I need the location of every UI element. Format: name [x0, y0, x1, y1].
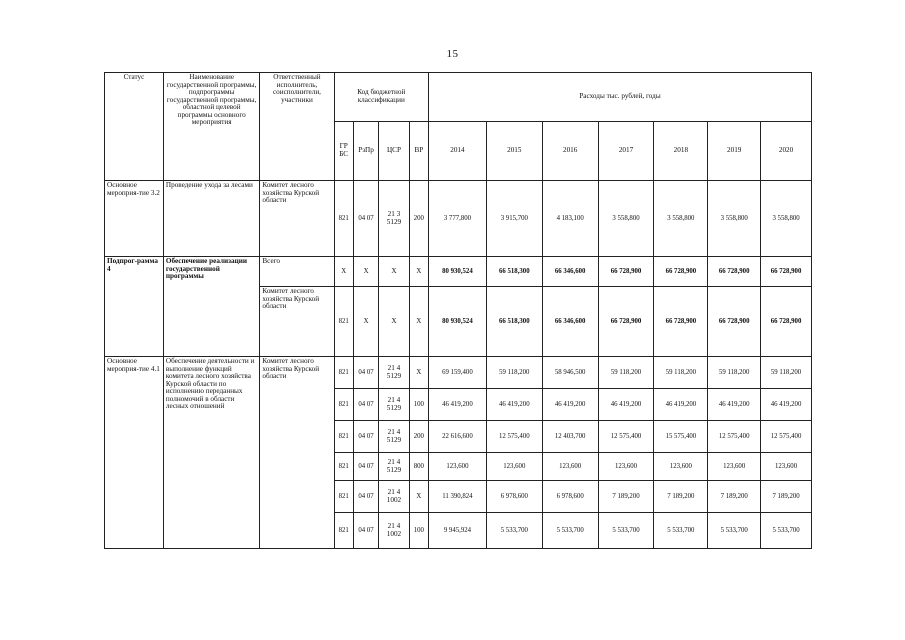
value-2017: 66 728,900 — [598, 257, 654, 287]
value-2020: 59 118,200 — [761, 357, 812, 389]
value-2016: 58 946,500 — [542, 357, 598, 389]
value-2016: 66 346,600 — [542, 257, 598, 287]
value-2017: 3 558,800 — [598, 181, 654, 257]
csr-cell: X — [379, 287, 409, 357]
value-2019: 66 728,900 — [708, 287, 761, 357]
grbs-cell: 821 — [334, 181, 353, 257]
value-2015: 66 518,300 — [486, 287, 542, 357]
value-2017: 12 575,400 — [598, 421, 654, 453]
vr-cell: X — [409, 357, 428, 389]
value-2014: 22 616,600 — [428, 421, 486, 453]
value-2016: 5 533,700 — [542, 513, 598, 549]
executor-cell: Комитет лесного хозяйства Курской области — [260, 357, 334, 549]
budget-table — [104, 72, 812, 549]
value-2014: 11 390,824 — [428, 481, 486, 513]
rzpr-cell: 04 07 — [353, 513, 378, 549]
grbs-cell: 821 — [334, 453, 353, 481]
grbs-cell: 821 — [334, 357, 353, 389]
value-2016: 123,600 — [542, 453, 598, 481]
header-executor: Ответственный исполнитель, соисполнители, участники — [260, 73, 334, 181]
grbs-cell: X — [334, 257, 353, 287]
value-2017: 59 118,200 — [598, 357, 654, 389]
header-year-2014: 2014 — [428, 122, 486, 181]
table-row — [105, 181, 812, 257]
value-2014: 80 930,524 — [428, 257, 486, 287]
executor-cell: Всего — [260, 257, 334, 287]
csr-cell: 21 3 5129 — [379, 181, 409, 257]
value-2018: 46 419,200 — [654, 389, 708, 421]
status-cell: Основное мероприя-тие 3.2 — [105, 181, 164, 257]
header-year-2020: 2020 — [761, 122, 812, 181]
value-2017: 5 533,700 — [598, 513, 654, 549]
value-2019: 7 189,200 — [708, 481, 761, 513]
grbs-cell: 821 — [334, 421, 353, 453]
rzpr-cell: 04 07 — [353, 421, 378, 453]
vr-cell: 800 — [409, 453, 428, 481]
vr-cell: 100 — [409, 513, 428, 549]
csr-cell: 21 4 5129 — [379, 389, 409, 421]
vr-cell: X — [409, 481, 428, 513]
rzpr-cell: 04 07 — [353, 453, 378, 481]
header-name: Наименование государственной программы, подпрограммы государственной программы, областной целевой программы основного мероприятия — [163, 73, 259, 181]
vr-cell: 200 — [409, 181, 428, 257]
value-2017: 66 728,900 — [598, 287, 654, 357]
value-2014: 69 159,400 — [428, 357, 486, 389]
value-2015: 123,600 — [486, 453, 542, 481]
value-2020: 123,600 — [761, 453, 812, 481]
value-2019: 66 728,900 — [708, 257, 761, 287]
csr-cell: 21 4 5129 — [379, 421, 409, 453]
header-grbs: ГР БС — [334, 122, 353, 181]
rzpr-cell: X — [353, 287, 378, 357]
value-2020: 66 728,900 — [761, 257, 812, 287]
grbs-cell: 821 — [334, 389, 353, 421]
vr-cell: 100 — [409, 389, 428, 421]
value-2017: 123,600 — [598, 453, 654, 481]
value-2016: 6 978,600 — [542, 481, 598, 513]
executor-cell: Комитет лесного хозяйства Курской области — [260, 181, 334, 257]
value-2014: 3 777,800 — [428, 181, 486, 257]
name-cell: Проведение ухода за лесами — [163, 181, 259, 257]
name-cell: Обеспечение деятельности и выполнение функций комитета лесного хозяйства Курской области по исполнению переданных полномочий в области лесных отношений — [163, 357, 259, 549]
value-2018: 5 533,700 — [654, 513, 708, 549]
header-expenses: Расходы тыс. рублей, годы — [428, 73, 811, 122]
table-row — [105, 257, 812, 287]
value-2019: 59 118,200 — [708, 357, 761, 389]
value-2020: 66 728,900 — [761, 287, 812, 357]
executor-cell: Комитет лесного хозяйства Курской области — [260, 287, 334, 357]
value-2015: 5 533,700 — [486, 513, 542, 549]
value-2017: 7 189,200 — [598, 481, 654, 513]
rzpr-cell: 04 07 — [353, 181, 378, 257]
rzpr-cell: 04 07 — [353, 389, 378, 421]
vr-cell: 200 — [409, 421, 428, 453]
status-cell: Подпрог-рамма 4 — [105, 257, 164, 357]
csr-cell: X — [379, 257, 409, 287]
csr-cell: 21 4 5129 — [379, 453, 409, 481]
value-2016: 4 183,100 — [542, 181, 598, 257]
value-2015: 59 118,200 — [486, 357, 542, 389]
value-2015: 6 978,600 — [486, 481, 542, 513]
value-2018: 59 118,200 — [654, 357, 708, 389]
csr-cell: 21 4 5129 — [379, 357, 409, 389]
header-year-2016: 2016 — [542, 122, 598, 181]
rzpr-cell: 04 07 — [353, 481, 378, 513]
value-2020: 5 533,700 — [761, 513, 812, 549]
value-2020: 46 419,200 — [761, 389, 812, 421]
header-vr: ВР — [409, 122, 428, 181]
rzpr-cell: 04 07 — [353, 357, 378, 389]
value-2018: 15 575,400 — [654, 421, 708, 453]
csr-cell: 21 4 1002 — [379, 481, 409, 513]
grbs-cell: 821 — [334, 287, 353, 357]
value-2018: 66 728,900 — [654, 287, 708, 357]
header-status: Статус — [105, 73, 164, 181]
value-2020: 12 575,400 — [761, 421, 812, 453]
vr-cell: X — [409, 287, 428, 357]
header-year-2017: 2017 — [598, 122, 654, 181]
value-2020: 3 558,800 — [761, 181, 812, 257]
value-2015: 3 915,700 — [486, 181, 542, 257]
value-2014: 80 930,524 — [428, 287, 486, 357]
value-2019: 5 533,700 — [708, 513, 761, 549]
value-2018: 7 189,200 — [654, 481, 708, 513]
page-number: 15 — [446, 48, 459, 60]
header-year-2015: 2015 — [486, 122, 542, 181]
value-2020: 7 189,200 — [761, 481, 812, 513]
header-year-2019: 2019 — [708, 122, 761, 181]
vr-cell: X — [409, 257, 428, 287]
value-2016: 46 419,200 — [542, 389, 598, 421]
grbs-cell: 821 — [334, 513, 353, 549]
value-2016: 66 346,600 — [542, 287, 598, 357]
value-2015: 46 419,200 — [486, 389, 542, 421]
value-2019: 46 419,200 — [708, 389, 761, 421]
csr-cell: 21 4 1002 — [379, 513, 409, 549]
grbs-cell: 821 — [334, 481, 353, 513]
header-budget-code: Код бюджетной классификации — [334, 73, 428, 122]
value-2015: 12 575,400 — [486, 421, 542, 453]
status-cell: Основное мероприя-тие 4.1 — [105, 357, 164, 549]
value-2018: 3 558,800 — [654, 181, 708, 257]
table-row — [105, 357, 812, 389]
value-2014: 123,600 — [428, 453, 486, 481]
header-rzpr: РзПр — [353, 122, 378, 181]
value-2018: 123,600 — [654, 453, 708, 481]
value-2016: 12 403,700 — [542, 421, 598, 453]
header-csr: ЦСР — [379, 122, 409, 181]
value-2014: 46 419,200 — [428, 389, 486, 421]
value-2019: 123,600 — [708, 453, 761, 481]
value-2019: 3 558,800 — [708, 181, 761, 257]
value-2019: 12 575,400 — [708, 421, 761, 453]
value-2018: 66 728,900 — [654, 257, 708, 287]
value-2017: 46 419,200 — [598, 389, 654, 421]
value-2014: 9 945,924 — [428, 513, 486, 549]
name-cell: Обеспечение реализации государственной программы — [163, 257, 259, 357]
header-year-2018: 2018 — [654, 122, 708, 181]
value-2015: 66 518,300 — [486, 257, 542, 287]
rzpr-cell: X — [353, 257, 378, 287]
